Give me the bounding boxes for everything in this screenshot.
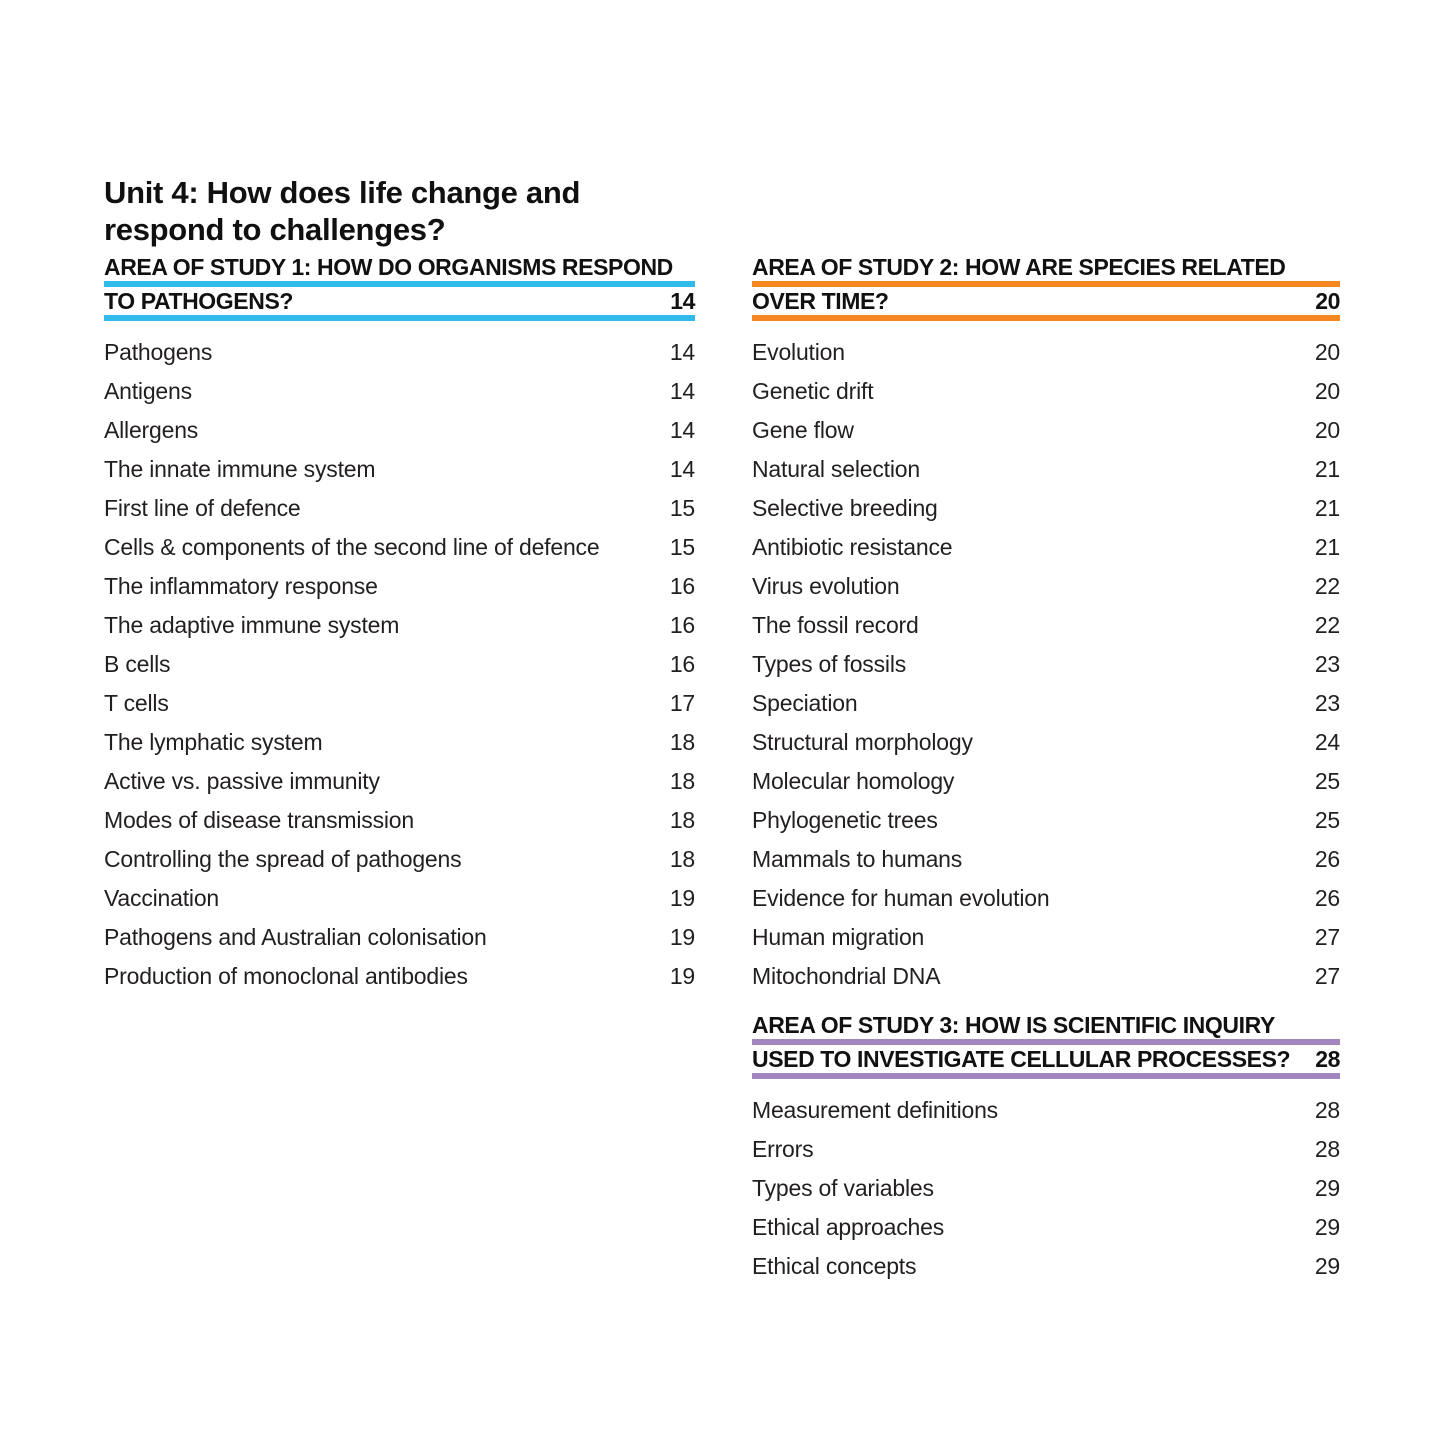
section-2-heading-text-1: AREA OF STUDY 2: HOW ARE SPECIES RELATED bbox=[752, 254, 1286, 280]
toc-entry-label: Evolution bbox=[752, 339, 845, 365]
section-2-toc-list bbox=[752, 333, 1340, 996]
toc-entry-label: Gene flow bbox=[752, 417, 854, 443]
toc-row bbox=[104, 801, 695, 840]
toc-row bbox=[104, 723, 695, 762]
toc-entry-page: 20 bbox=[1314, 339, 1340, 365]
toc-row bbox=[752, 723, 1340, 762]
toc-columns bbox=[104, 253, 1340, 1286]
toc-entry-page: 14 bbox=[669, 456, 695, 482]
toc-entry-page: 16 bbox=[669, 651, 695, 677]
toc-row bbox=[752, 957, 1340, 996]
toc-row bbox=[104, 957, 695, 996]
toc-row bbox=[104, 684, 695, 723]
toc-entry-label: Antibiotic resistance bbox=[752, 534, 953, 560]
toc-row bbox=[752, 567, 1340, 606]
toc-entry-label: Molecular homology bbox=[752, 768, 955, 794]
toc-row bbox=[104, 762, 695, 801]
toc-entry-label: Pathogens bbox=[104, 339, 213, 365]
toc-entry-page: 15 bbox=[669, 495, 695, 521]
toc-row bbox=[752, 489, 1340, 528]
toc-entry-label: Ethical concepts bbox=[752, 1253, 917, 1279]
section-3-heading-line-1 bbox=[752, 1011, 1340, 1045]
toc-entry-page: 18 bbox=[669, 846, 695, 872]
toc-entry-label: Structural morphology bbox=[752, 729, 973, 755]
toc-entry-page: 16 bbox=[669, 612, 695, 638]
toc-entry-label: Cells & components of the second line of defence bbox=[104, 534, 600, 560]
toc-entry-label: The lymphatic system bbox=[104, 729, 323, 755]
section-1-toc-list bbox=[104, 333, 695, 996]
toc-entry-page: 29 bbox=[1314, 1253, 1340, 1279]
toc-row bbox=[104, 918, 695, 957]
toc-entry-label: Genetic drift bbox=[752, 378, 874, 404]
toc-row bbox=[104, 411, 695, 450]
toc-entry-label: Errors bbox=[752, 1136, 814, 1162]
toc-row bbox=[752, 918, 1340, 957]
area-of-study-2-section bbox=[752, 253, 1340, 996]
toc-entry-page: 18 bbox=[669, 807, 695, 833]
toc-entry-label: The innate immune system bbox=[104, 456, 376, 482]
toc-entry-label: Evidence for human evolution bbox=[752, 885, 1050, 911]
section-2-page-number: 20 bbox=[1315, 288, 1340, 314]
toc-row bbox=[752, 1130, 1340, 1169]
toc-entry-label: Types of variables bbox=[752, 1175, 934, 1201]
toc-entry-page: 27 bbox=[1314, 924, 1340, 950]
toc-row bbox=[752, 411, 1340, 450]
toc-entry-label: Speciation bbox=[752, 690, 858, 716]
section-2-heading-text-2: OVER TIME? bbox=[752, 288, 889, 314]
toc-entry-page: 14 bbox=[669, 417, 695, 443]
toc-row bbox=[104, 567, 695, 606]
toc-row bbox=[752, 1208, 1340, 1247]
toc-entry-label: Mitochondrial DNA bbox=[752, 963, 941, 989]
toc-entry-label: Vaccination bbox=[104, 885, 220, 911]
toc-entry-label: Human migration bbox=[752, 924, 925, 950]
toc-row bbox=[752, 1091, 1340, 1130]
section-1-page-number: 14 bbox=[670, 288, 695, 314]
toc-row bbox=[752, 645, 1340, 684]
toc-entry-page: 18 bbox=[669, 729, 695, 755]
toc-row bbox=[752, 450, 1340, 489]
section-1-heading-line-2 bbox=[104, 287, 695, 321]
toc-entry-page: 16 bbox=[669, 573, 695, 599]
toc-row bbox=[752, 801, 1340, 840]
toc-entry-label: Production of monoclonal antibodies bbox=[104, 963, 468, 989]
section-1-heading-text-2: TO PATHOGENS? bbox=[104, 288, 294, 314]
toc-entry-label: Types of fossils bbox=[752, 651, 907, 677]
toc-entry-page: 17 bbox=[669, 690, 695, 716]
toc-entry-label: Controlling the spread of pathogens bbox=[104, 846, 462, 872]
toc-row bbox=[752, 840, 1340, 879]
toc-entry-page: 21 bbox=[1314, 456, 1340, 482]
toc-entry-page: 19 bbox=[669, 924, 695, 950]
toc-entry-page: 19 bbox=[669, 885, 695, 911]
toc-row bbox=[752, 762, 1340, 801]
toc-entry-label: Natural selection bbox=[752, 456, 920, 482]
page-title-line1: Unit 4: How does life change and bbox=[104, 175, 581, 210]
toc-row bbox=[104, 450, 695, 489]
toc-entry-label: The inflammatory response bbox=[104, 573, 378, 599]
toc-entry-page: 21 bbox=[1314, 495, 1340, 521]
toc-entry-page: 20 bbox=[1314, 417, 1340, 443]
toc-entry-page: 20 bbox=[1314, 378, 1340, 404]
toc-entry-label: Mammals to humans bbox=[752, 846, 963, 872]
toc-row bbox=[752, 528, 1340, 567]
toc-entry-label: Active vs. passive immunity bbox=[104, 768, 380, 794]
toc-entry-page: 27 bbox=[1314, 963, 1340, 989]
toc-entry-label: Modes of disease transmission bbox=[104, 807, 414, 833]
toc-row bbox=[752, 879, 1340, 918]
toc-entry-label: Virus evolution bbox=[752, 573, 900, 599]
toc-row bbox=[752, 1169, 1340, 1208]
toc-row bbox=[752, 684, 1340, 723]
toc-entry-page: 18 bbox=[669, 768, 695, 794]
section-2-heading-line-1 bbox=[752, 253, 1340, 287]
section-3-heading-text-1: AREA OF STUDY 3: HOW IS SCIENTIFIC INQUIRY bbox=[752, 1012, 1275, 1038]
toc-entry-label: Pathogens and Australian colonisation bbox=[104, 924, 487, 950]
toc-entry-page: 29 bbox=[1314, 1214, 1340, 1240]
toc-entry-page: 19 bbox=[669, 963, 695, 989]
toc-entry-label: The fossil record bbox=[752, 612, 919, 638]
toc-entry-page: 15 bbox=[669, 534, 695, 560]
toc-entry-page: 28 bbox=[1314, 1097, 1340, 1123]
toc-entry-label: First line of defence bbox=[104, 495, 301, 521]
toc-entry-label: T cells bbox=[104, 690, 169, 716]
toc-entry-label: Antigens bbox=[104, 378, 192, 404]
section-3-heading-text-2: USED TO INVESTIGATE CELLULAR PROCESSES? bbox=[752, 1046, 1291, 1072]
toc-row bbox=[104, 840, 695, 879]
toc-entry-page: 23 bbox=[1314, 690, 1340, 716]
toc-entry-label: B cells bbox=[104, 651, 171, 677]
toc-entry-label: The adaptive immune system bbox=[104, 612, 400, 638]
section-3-toc-list bbox=[752, 1091, 1340, 1286]
toc-column-right bbox=[752, 253, 1340, 1286]
toc-row bbox=[104, 489, 695, 528]
page-title bbox=[104, 174, 1340, 248]
toc-entry-label: Allergens bbox=[104, 417, 199, 443]
toc-column-left bbox=[104, 253, 695, 1286]
page-title-line2: respond to challenges? bbox=[104, 212, 446, 247]
toc-row bbox=[104, 645, 695, 684]
toc-entry-page: 28 bbox=[1314, 1136, 1340, 1162]
toc-entry-page: 24 bbox=[1314, 729, 1340, 755]
section-1-heading-line-1 bbox=[104, 253, 695, 287]
toc-row bbox=[104, 372, 695, 411]
toc-entry-page: 14 bbox=[669, 378, 695, 404]
toc-entry-page: 26 bbox=[1314, 846, 1340, 872]
toc-entry-page: 14 bbox=[669, 339, 695, 365]
toc-entry-page: 29 bbox=[1314, 1175, 1340, 1201]
toc-row bbox=[104, 528, 695, 567]
toc-entry-page: 25 bbox=[1314, 807, 1340, 833]
toc-row bbox=[752, 333, 1340, 372]
area-of-study-1-section bbox=[104, 253, 695, 996]
area-of-study-3-section bbox=[752, 1011, 1340, 1286]
toc-entry-label: Ethical approaches bbox=[752, 1214, 945, 1240]
toc-entry-label: Selective breeding bbox=[752, 495, 938, 521]
toc-entry-page: 23 bbox=[1314, 651, 1340, 677]
toc-row bbox=[752, 372, 1340, 411]
toc-row bbox=[752, 606, 1340, 645]
toc-entry-page: 25 bbox=[1314, 768, 1340, 794]
section-2-heading-line-2 bbox=[752, 287, 1340, 321]
toc-row bbox=[104, 333, 695, 372]
toc-row bbox=[104, 606, 695, 645]
section-3-heading-line-2 bbox=[752, 1045, 1340, 1079]
toc-entry-label: Phylogenetic trees bbox=[752, 807, 938, 833]
section-1-heading-text-1: AREA OF STUDY 1: HOW DO ORGANISMS RESPOND bbox=[104, 254, 673, 280]
toc-entry-page: 22 bbox=[1314, 612, 1340, 638]
toc-row bbox=[104, 879, 695, 918]
toc-entry-label: Measurement definitions bbox=[752, 1097, 998, 1123]
toc-entry-page: 26 bbox=[1314, 885, 1340, 911]
toc-row bbox=[752, 1247, 1340, 1286]
section-3-page-number: 28 bbox=[1315, 1046, 1340, 1072]
toc-entry-page: 21 bbox=[1314, 534, 1340, 560]
toc-entry-page: 22 bbox=[1314, 573, 1340, 599]
